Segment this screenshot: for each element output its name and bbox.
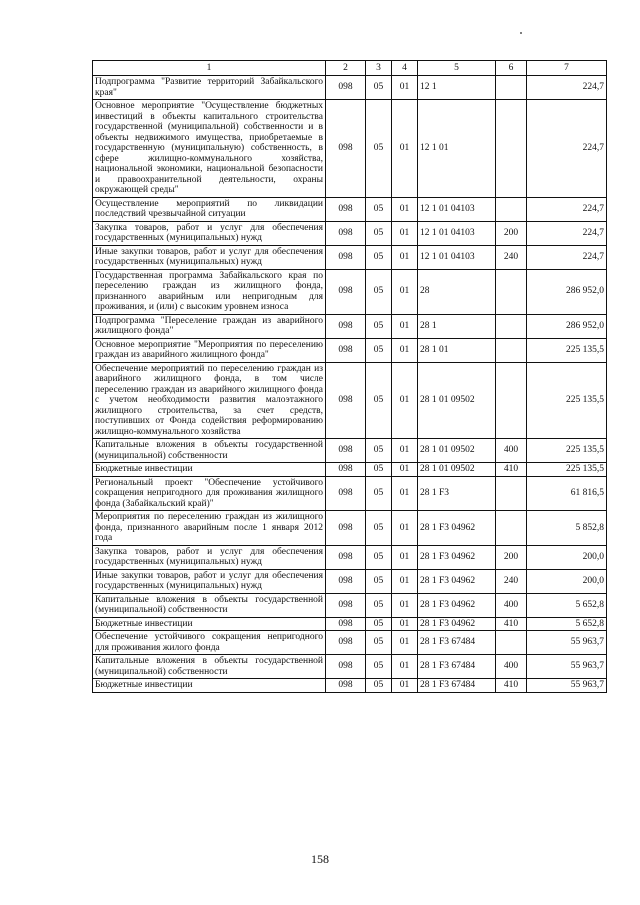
- cell-item-name: Государственная программа Забайкальского края по переселению граждан из жилищного фонда, признанного аварийным или непригодным для проживания, и (или) с высоким уровнем износа: [93, 269, 326, 314]
- cell-subsection-code: 01: [392, 476, 418, 511]
- cell-expense-type: [496, 197, 527, 221]
- cell-section-code: 05: [366, 100, 392, 198]
- cell-section-code: 05: [366, 269, 392, 314]
- cell-ministry-code: 098: [326, 511, 366, 546]
- table-row: [93, 221, 607, 245]
- cell-amount: 200,0: [527, 569, 607, 593]
- cell-amount: 286 952,0: [527, 269, 607, 314]
- cell-expense-type: 400: [496, 439, 527, 463]
- cell-ministry-code: 098: [326, 314, 366, 338]
- cell-subsection-code: 01: [392, 76, 418, 100]
- cell-ministry-code: 098: [326, 338, 366, 362]
- cell-expense-type: 410: [496, 463, 527, 477]
- header-col-3: 3: [366, 61, 392, 76]
- table-row: [93, 338, 607, 362]
- cell-expense-type: 200: [496, 545, 527, 569]
- cell-expense-type: [496, 314, 527, 338]
- table-row: [93, 76, 607, 100]
- table-body: [93, 76, 607, 693]
- cell-section-code: 05: [366, 76, 392, 100]
- cell-item-name: Основное мероприятие "Мероприятия по переселению граждан из аварийного жилищного фонда": [93, 338, 326, 362]
- cell-amount: 55 963,7: [527, 679, 607, 693]
- table-row: [93, 631, 607, 655]
- cell-subsection-code: 01: [392, 593, 418, 617]
- cell-ministry-code: 098: [326, 100, 366, 198]
- cell-amount: 224,7: [527, 197, 607, 221]
- cell-target-article: 12 1 01 04103: [418, 221, 496, 245]
- cell-item-name: Бюджетные инвестиции: [93, 617, 326, 631]
- cell-amount: 5 652,8: [527, 617, 607, 631]
- cell-target-article: 12 1 01: [418, 100, 496, 198]
- cell-section-code: 05: [366, 221, 392, 245]
- cell-amount: 5 852,8: [527, 511, 607, 546]
- cell-ministry-code: 098: [326, 269, 366, 314]
- cell-ministry-code: 098: [326, 197, 366, 221]
- table-row: [93, 511, 607, 546]
- cell-target-article: 28 1 F3 04962: [418, 593, 496, 617]
- cell-subsection-code: 01: [392, 362, 418, 439]
- cell-expense-type: [496, 476, 527, 511]
- budget-table: [92, 60, 607, 693]
- cell-section-code: 05: [366, 679, 392, 693]
- cell-section-code: 05: [366, 593, 392, 617]
- scan-speck: [520, 32, 522, 34]
- cell-ministry-code: 098: [326, 569, 366, 593]
- cell-subsection-code: 01: [392, 631, 418, 655]
- cell-target-article: 28 1 01 09502: [418, 439, 496, 463]
- cell-subsection-code: 01: [392, 269, 418, 314]
- cell-target-article: 12 1 01 04103: [418, 245, 496, 269]
- cell-section-code: 05: [366, 617, 392, 631]
- header-col-5: 5: [418, 61, 496, 76]
- cell-expense-type: 410: [496, 617, 527, 631]
- table-row: [93, 197, 607, 221]
- cell-target-article: 28 1 F3: [418, 476, 496, 511]
- cell-section-code: 05: [366, 245, 392, 269]
- table-row: [93, 617, 607, 631]
- cell-target-article: 28 1 01 09502: [418, 463, 496, 477]
- cell-item-name: Обеспечение мероприятий по переселению граждан из аварийного жилищного фонда, в том числе переселению граждан из аварийного жилищного фонда с учетом необходимости развития малоэтажного жилищного строительства, за счет средств, поступивших от Фонда содействия реформированию жилищно-коммунального хозяйства: [93, 362, 326, 439]
- cell-target-article: 28 1 01: [418, 338, 496, 362]
- cell-ministry-code: 098: [326, 679, 366, 693]
- cell-subsection-code: 01: [392, 314, 418, 338]
- cell-subsection-code: 01: [392, 221, 418, 245]
- cell-ministry-code: 098: [326, 617, 366, 631]
- cell-item-name: Иные закупки товаров, работ и услуг для обеспечения государственных (муниципальных) нужд: [93, 245, 326, 269]
- table-row: [93, 314, 607, 338]
- cell-expense-type: 410: [496, 679, 527, 693]
- cell-amount: 224,7: [527, 100, 607, 198]
- cell-target-article: 28 1 F3 04962: [418, 569, 496, 593]
- cell-expense-type: 240: [496, 245, 527, 269]
- table-row: [93, 545, 607, 569]
- cell-item-name: Бюджетные инвестиции: [93, 463, 326, 477]
- cell-item-name: Мероприятия по переселению граждан из жилищного фонда, признанного аварийным после 1 января 2012 года: [93, 511, 326, 546]
- table-row: [93, 593, 607, 617]
- cell-item-name: Закупка товаров, работ и услуг для обеспечения государственных (муниципальных) нужд: [93, 221, 326, 245]
- cell-ministry-code: 098: [326, 631, 366, 655]
- cell-section-code: 05: [366, 545, 392, 569]
- table-row: [93, 655, 607, 679]
- cell-subsection-code: 01: [392, 197, 418, 221]
- table-row: [93, 463, 607, 477]
- table-row: [93, 679, 607, 693]
- cell-amount: 55 963,7: [527, 655, 607, 679]
- cell-expense-type: 240: [496, 569, 527, 593]
- cell-subsection-code: 01: [392, 655, 418, 679]
- cell-ministry-code: 098: [326, 545, 366, 569]
- cell-section-code: 05: [366, 314, 392, 338]
- header-col-6: 6: [496, 61, 527, 76]
- cell-amount: 225 135,5: [527, 439, 607, 463]
- cell-target-article: 28 1 F3 67484: [418, 655, 496, 679]
- table-header-row: [93, 61, 607, 76]
- cell-section-code: 05: [366, 463, 392, 477]
- cell-item-name: Основное мероприятие "Осуществление бюджетных инвестиций в объекты капитального строительства государственной (муниципальной) собственности и в объекты недвижимого имущества, приобретаемые в государственную (муниципальную) собственность, в сфере жилищно-коммунального хозяйства, национальной экономики, национальной безопасности и правоохранительной деятельности, охраны окружающей среды": [93, 100, 326, 198]
- cell-section-code: 05: [366, 476, 392, 511]
- cell-ministry-code: 098: [326, 245, 366, 269]
- cell-amount: 61 816,5: [527, 476, 607, 511]
- cell-subsection-code: 01: [392, 463, 418, 477]
- cell-target-article: 28 1 F3 04962: [418, 511, 496, 546]
- header-col-7: 7: [527, 61, 607, 76]
- cell-amount: 286 952,0: [527, 314, 607, 338]
- cell-amount: 5 652,8: [527, 593, 607, 617]
- cell-item-name: Капитальные вложения в объекты государственной (муниципальной) собственности: [93, 439, 326, 463]
- cell-expense-type: [496, 362, 527, 439]
- cell-amount: 200,0: [527, 545, 607, 569]
- cell-ministry-code: 098: [326, 221, 366, 245]
- cell-item-name: Бюджетные инвестиции: [93, 679, 326, 693]
- cell-subsection-code: 01: [392, 100, 418, 198]
- cell-expense-type: [496, 338, 527, 362]
- cell-ministry-code: 098: [326, 362, 366, 439]
- cell-subsection-code: 01: [392, 439, 418, 463]
- cell-target-article: 28 1 F3 04962: [418, 545, 496, 569]
- cell-amount: 225 135,5: [527, 338, 607, 362]
- cell-expense-type: [496, 511, 527, 546]
- cell-subsection-code: 01: [392, 511, 418, 546]
- cell-amount: 55 963,7: [527, 631, 607, 655]
- cell-expense-type: [496, 76, 527, 100]
- table-row: [93, 100, 607, 198]
- cell-target-article: 28 1: [418, 314, 496, 338]
- cell-subsection-code: 01: [392, 245, 418, 269]
- cell-section-code: 05: [366, 631, 392, 655]
- cell-subsection-code: 01: [392, 338, 418, 362]
- cell-subsection-code: 01: [392, 569, 418, 593]
- cell-item-name: Обеспечение устойчивого сокращения непригодного для проживания жилого фонда: [93, 631, 326, 655]
- cell-expense-type: [496, 631, 527, 655]
- cell-subsection-code: 01: [392, 617, 418, 631]
- cell-item-name: Закупка товаров, работ и услуг для обеспечения государственных (муниципальных) нужд: [93, 545, 326, 569]
- cell-section-code: 05: [366, 439, 392, 463]
- cell-item-name: Подпрограмма "Развитие территорий Забайкальского края": [93, 76, 326, 100]
- table-row: [93, 269, 607, 314]
- cell-section-code: 05: [366, 197, 392, 221]
- cell-amount: 225 135,5: [527, 463, 607, 477]
- cell-ministry-code: 098: [326, 655, 366, 679]
- cell-expense-type: [496, 100, 527, 198]
- cell-section-code: 05: [366, 511, 392, 546]
- cell-target-article: 28 1 F3 67484: [418, 679, 496, 693]
- cell-ministry-code: 098: [326, 463, 366, 477]
- cell-target-article: 12 1 01 04103: [418, 197, 496, 221]
- cell-amount: 224,7: [527, 76, 607, 100]
- cell-item-name: Региональный проект "Обеспечение устойчивого сокращения непригодного для проживания жилищного фонда (Забайкальский край)": [93, 476, 326, 511]
- header-col-1: 1: [93, 61, 326, 76]
- table-row: [93, 476, 607, 511]
- page-number: 158: [311, 852, 329, 866]
- cell-section-code: 05: [366, 569, 392, 593]
- cell-target-article: 12 1: [418, 76, 496, 100]
- cell-section-code: 05: [366, 655, 392, 679]
- cell-amount: 224,7: [527, 221, 607, 245]
- cell-ministry-code: 098: [326, 593, 366, 617]
- cell-subsection-code: 01: [392, 545, 418, 569]
- cell-expense-type: 200: [496, 221, 527, 245]
- cell-expense-type: [496, 269, 527, 314]
- cell-amount: 225 135,5: [527, 362, 607, 439]
- header-col-2: 2: [326, 61, 366, 76]
- cell-ministry-code: 098: [326, 439, 366, 463]
- cell-item-name: Капитальные вложения в объекты государственной (муниципальной) собственности: [93, 655, 326, 679]
- cell-section-code: 05: [366, 362, 392, 439]
- cell-target-article: 28 1 01 09502: [418, 362, 496, 439]
- cell-expense-type: 400: [496, 593, 527, 617]
- cell-item-name: Осуществление мероприятий по ликвидации последствий чрезвычайной ситуации: [93, 197, 326, 221]
- table-row: [93, 439, 607, 463]
- cell-item-name: Подпрограмма "Переселение граждан из аварийного жилищного фонда": [93, 314, 326, 338]
- table-row: [93, 362, 607, 439]
- table-row: [93, 569, 607, 593]
- cell-item-name: Иные закупки товаров, работ и услуг для обеспечения государственных (муниципальных) нужд: [93, 569, 326, 593]
- cell-target-article: 28: [418, 269, 496, 314]
- cell-target-article: 28 1 F3 67484: [418, 631, 496, 655]
- cell-amount: 224,7: [527, 245, 607, 269]
- header-col-4: 4: [392, 61, 418, 76]
- cell-item-name: Капитальные вложения в объекты государственной (муниципальной) собственности: [93, 593, 326, 617]
- cell-target-article: 28 1 F3 04962: [418, 617, 496, 631]
- cell-ministry-code: 098: [326, 476, 366, 511]
- table-row: [93, 245, 607, 269]
- cell-section-code: 05: [366, 338, 392, 362]
- cell-ministry-code: 098: [326, 76, 366, 100]
- cell-expense-type: 400: [496, 655, 527, 679]
- cell-subsection-code: 01: [392, 679, 418, 693]
